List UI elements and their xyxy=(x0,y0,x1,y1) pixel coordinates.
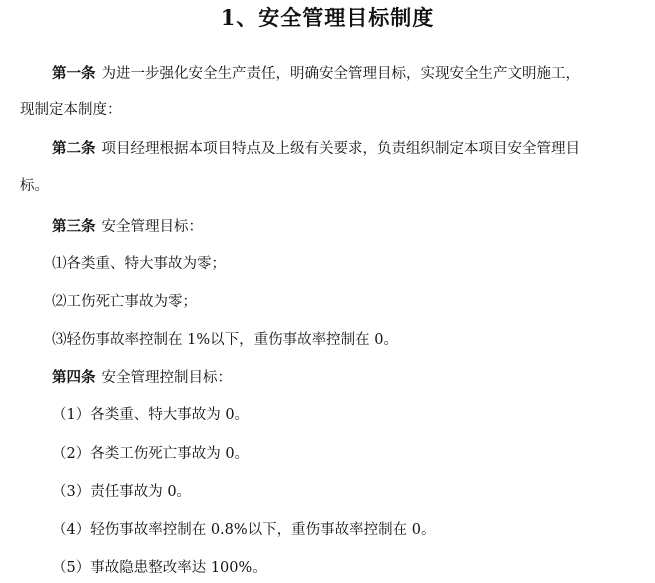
article-3-text: 安全管理目标： xyxy=(101,219,203,235)
article-4-item-1: （1）各类重、特大事故为 0。 xyxy=(52,407,250,423)
article-3-heading xyxy=(52,217,203,237)
article-2-label: 第二条 xyxy=(52,140,96,157)
article-1-line-1 xyxy=(52,64,580,84)
article-4-heading xyxy=(52,368,232,388)
article-1-label: 第一条 xyxy=(52,65,96,82)
article-3-label: 第三条 xyxy=(52,218,96,235)
article-3-item-3: ⑶轻伤事故率控制在 1%以下，重伤事故率控制在 0。 xyxy=(52,332,398,348)
article-4-item-4: （4）轻伤事故率控制在 0.8%以下，重伤事故率控制在 0。 xyxy=(52,522,436,538)
article-4-text: 安全管理控制目标： xyxy=(101,370,232,386)
article-2-line-1 xyxy=(52,139,580,159)
article-3-item-2: ⑵工伤死亡事故为零； xyxy=(52,294,197,310)
article-4-item-5: （5）事故隐患整改率达 100%。 xyxy=(52,560,267,576)
article-4-item-2: （2）各类工伤死亡事故为 0。 xyxy=(52,446,250,462)
article-2-text-1: 项目经理根据本项目特点及上级有关要求，负责组织制定本项目安全管理目 xyxy=(101,141,580,157)
article-2-line-2: 标。 xyxy=(20,178,49,194)
article-1-line-2: 现制定本制度： xyxy=(20,102,122,118)
article-3-item-1: ⑴各类重、特大事故为零； xyxy=(52,256,226,272)
document-title: 1、安全管理目标制度 xyxy=(220,5,435,30)
article-4-item-3: （3）责任事故为 0。 xyxy=(52,484,192,500)
article-1-text-1: 为进一步强化安全生产责任，明确安全管理目标，实现安全生产文明施工， xyxy=(101,66,580,82)
article-4-label: 第四条 xyxy=(52,369,96,386)
